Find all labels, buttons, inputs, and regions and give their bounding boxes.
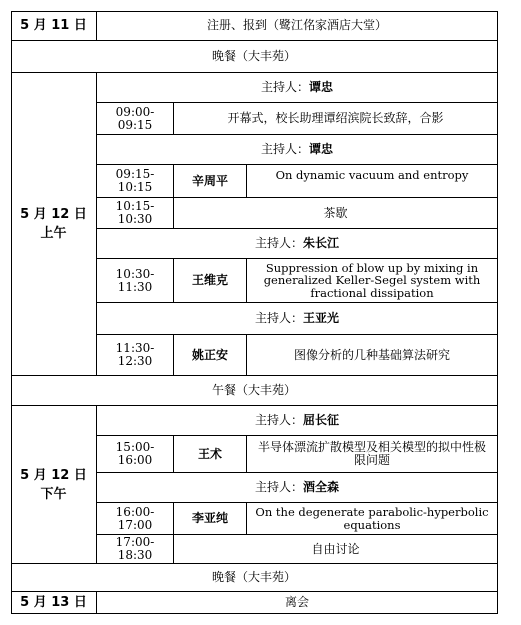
talk-3-speaker xyxy=(174,335,247,376)
talk-3-time xyxy=(97,335,174,376)
day-12-am-period: 上午 xyxy=(40,226,67,241)
talk-2-title xyxy=(247,259,498,303)
talk-4-speaker-name: 王术 xyxy=(197,446,222,461)
opening-time-text: 09:00-09:15 xyxy=(115,104,155,132)
host-prefix: 主持人： xyxy=(254,311,303,325)
talk-1-title-text: On dynamic vacuum and entropy xyxy=(275,168,469,182)
am-host-2-row xyxy=(97,135,498,165)
talk-1-speaker xyxy=(174,165,247,198)
host-prefix: 主持人： xyxy=(254,413,303,427)
host-prefix: 主持人： xyxy=(254,480,303,494)
talk-4-title-text: 半导体漂流扩散模型及相关模型的拟中性极限问题 xyxy=(257,440,486,467)
talk-4-title xyxy=(247,436,498,473)
host-prefix: 主持人： xyxy=(254,236,303,250)
departure-cell xyxy=(97,592,498,614)
discussion-time xyxy=(97,535,174,564)
am-host-1-row xyxy=(97,73,498,103)
host-prefix: 主持人： xyxy=(260,80,309,94)
talk-1-speaker-name: 辛周平 xyxy=(191,173,228,188)
break-time xyxy=(97,198,174,229)
pm-host-1-name: 屈长征 xyxy=(303,413,340,427)
am-host-3-row xyxy=(97,229,498,259)
talk-1-time-text: 09:15-10:15 xyxy=(115,167,155,194)
day-12-pm-period: 下午 xyxy=(40,486,67,502)
schedule-table xyxy=(11,11,498,614)
dinner-11-row xyxy=(11,41,498,73)
break-cell xyxy=(174,198,498,229)
discussion-time-text: 17:00-18:30 xyxy=(115,535,155,562)
am-host-2-name: 谭忠 xyxy=(309,142,334,156)
pm-host-2-name: 酒全森 xyxy=(303,480,340,494)
talk-2-speaker xyxy=(174,259,247,303)
day-12-am-label xyxy=(11,73,97,376)
lunch-row xyxy=(11,376,498,406)
registration-cell xyxy=(97,11,498,41)
opening-cell xyxy=(174,103,498,135)
day-13-label xyxy=(11,592,97,614)
talk-5-time-text: 16:00-17:00 xyxy=(115,504,155,532)
talk-5-title xyxy=(247,503,498,535)
am-host-3-name: 朱长江 xyxy=(303,236,340,250)
am-host-1-name: 谭忠 xyxy=(309,80,334,94)
dinner-12-row xyxy=(11,564,498,592)
talk-3-time-text: 11:30-12:30 xyxy=(115,341,155,368)
registration-text: 注册、报到（鹭江佲家酒店大堂） xyxy=(206,18,387,32)
dinner-12-text: 晚餐（大丰苑） xyxy=(211,570,296,584)
break-text: 茶歇 xyxy=(323,205,348,220)
talk-5-speaker-name: 李亚纯 xyxy=(191,511,228,525)
lunch-text: 午餐（大丰苑） xyxy=(211,383,296,397)
talk-5-title-text: On the degenerate parabolic-hyperbolic equations xyxy=(255,505,489,532)
talk-4-speaker xyxy=(174,436,247,473)
talk-3-speaker-name: 姚正安 xyxy=(191,347,228,362)
talk-4-time-text: 15:00-16:00 xyxy=(115,440,155,467)
talk-2-time xyxy=(97,259,174,303)
day-12-pm-label xyxy=(11,406,97,564)
talk-3-title-text: 图像分析的几种基础算法研究 xyxy=(293,347,450,362)
pm-host-1-row xyxy=(97,406,498,436)
talk-4-time xyxy=(97,436,174,473)
pm-host-2-row xyxy=(97,473,498,503)
talk-2-time-text: 10:30-11:30 xyxy=(115,266,155,294)
dinner-11-text: 晚餐（大丰苑） xyxy=(211,49,296,63)
talk-2-speaker-name: 王维克 xyxy=(191,273,228,287)
day-11-label xyxy=(11,11,97,41)
discussion-cell xyxy=(174,535,498,564)
talk-3-title xyxy=(247,335,498,376)
break-time-text: 10:15-10:30 xyxy=(115,199,155,226)
talk-2-title-text: Suppression of blow up by mixing in generalized Keller-Segel system with fractional dissipation xyxy=(263,260,481,300)
departure-text: 离会 xyxy=(284,595,309,609)
talk-5-time xyxy=(97,503,174,535)
day-12-pm-date: 5 月 12 日 xyxy=(20,467,87,483)
am-host-4-name: 王亚光 xyxy=(303,311,340,325)
talk-5-speaker xyxy=(174,503,247,535)
host-prefix: 主持人： xyxy=(260,142,309,156)
day-13-label-text: 5 月 13 日 xyxy=(20,595,87,610)
discussion-text: 自由讨论 xyxy=(311,541,360,556)
am-host-4-row xyxy=(97,303,498,335)
talk-1-time xyxy=(97,165,174,198)
day-11-label-text: 5 月 11 日 xyxy=(20,18,87,33)
talk-1-title xyxy=(247,165,498,198)
opening-text: 开幕式，校长助理谭绍滨院长致辞，合影 xyxy=(227,111,444,125)
opening-time xyxy=(97,103,174,135)
day-12-am-date: 5 月 12 日 xyxy=(20,207,87,222)
